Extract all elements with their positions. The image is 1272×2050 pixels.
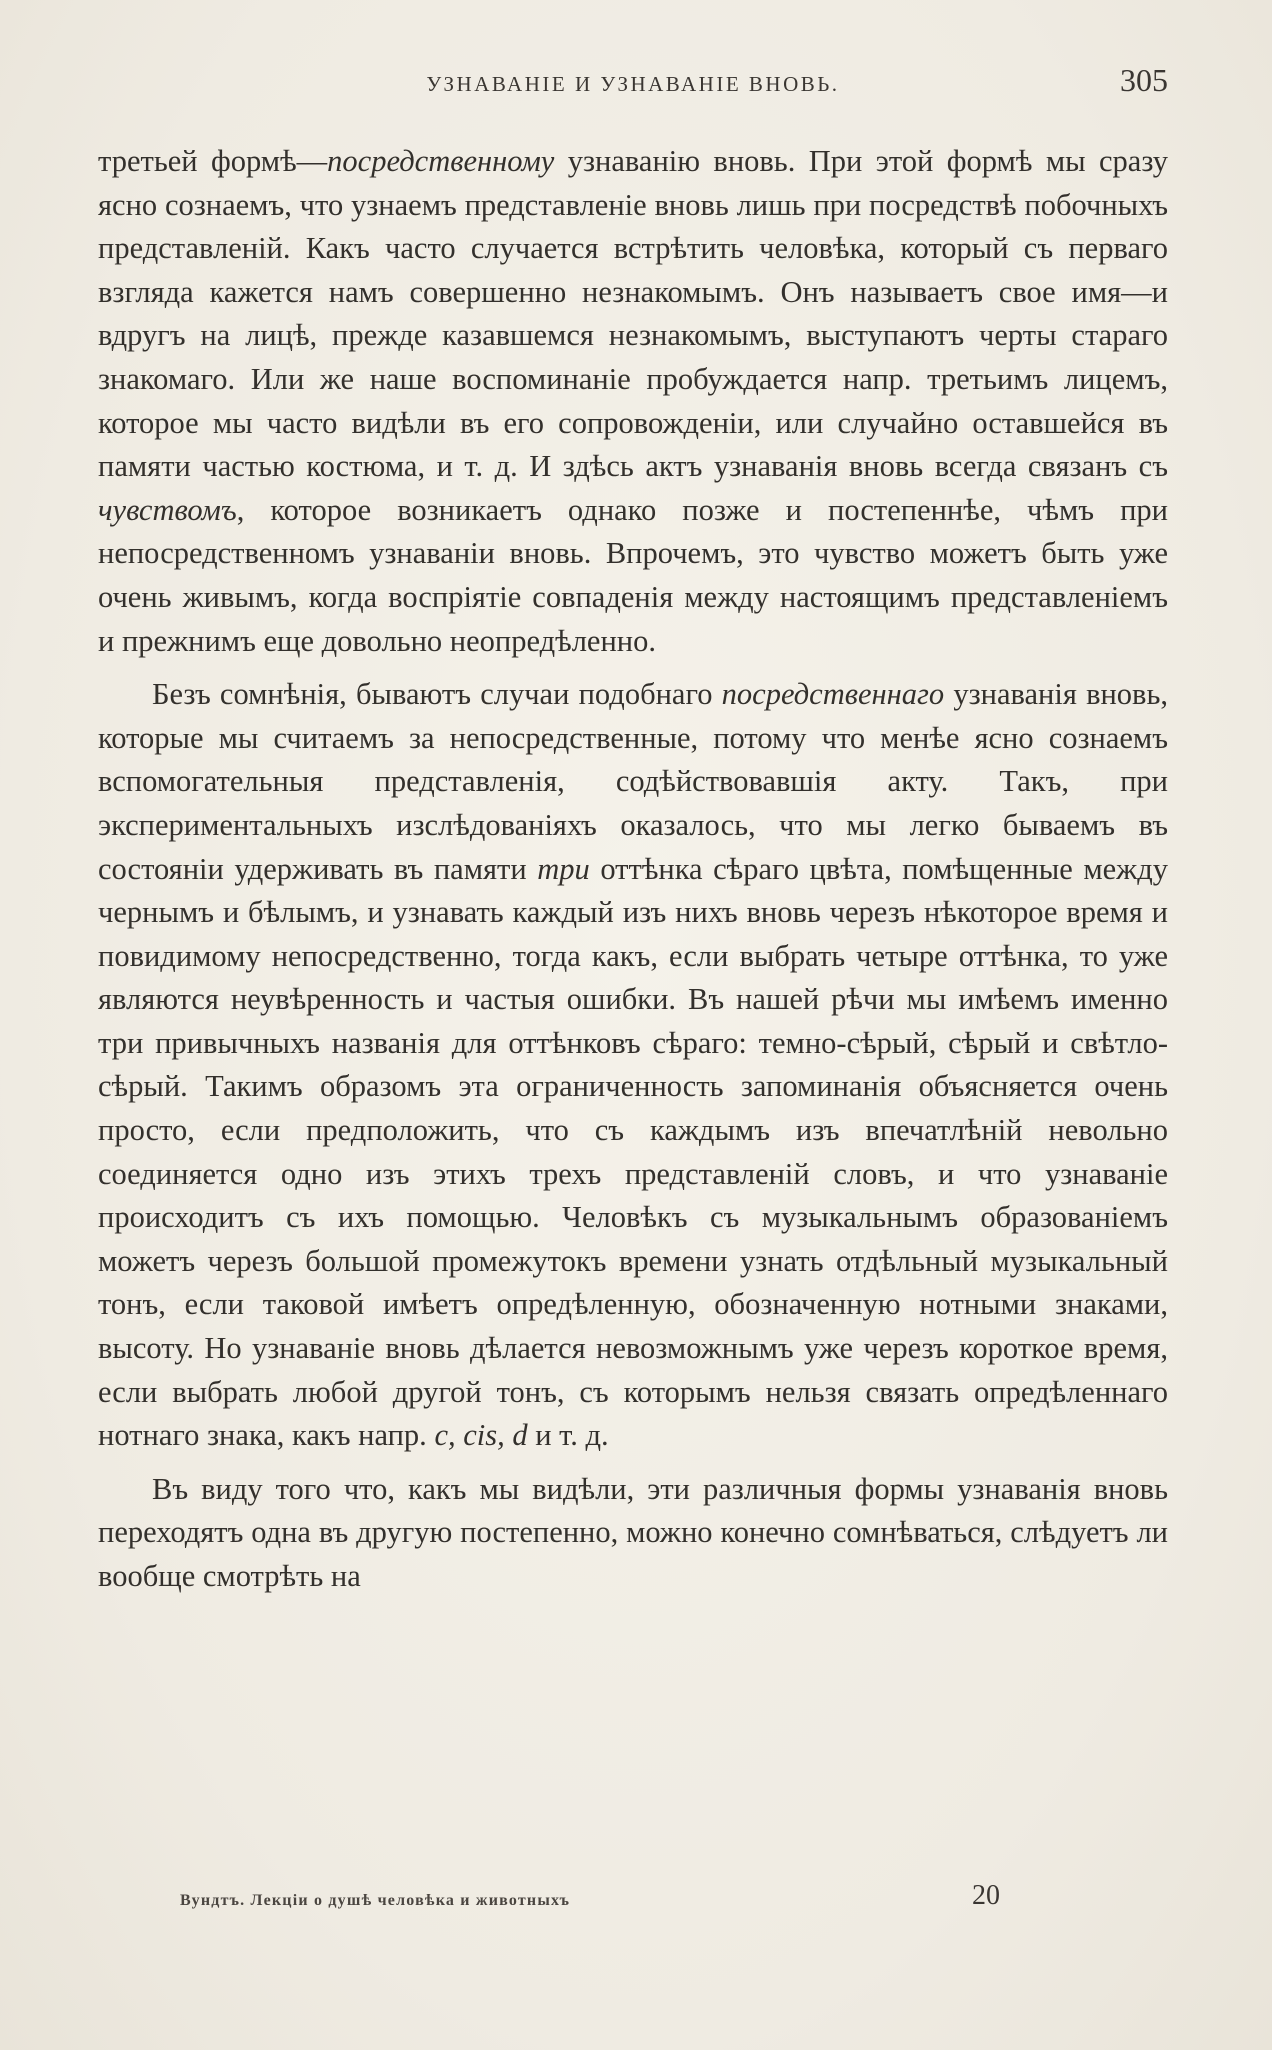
paragraph xyxy=(98,1468,1168,1599)
footer-book-title: Вундтъ. Лекціи о душѣ человѣка и животныхъ xyxy=(180,1892,571,1909)
text-run: Безъ сомнѣнія, бываютъ случаи подобнаго xyxy=(152,677,722,712)
body-text xyxy=(98,140,1168,1599)
page-header xyxy=(98,62,1168,106)
text-run: узнаванію вновь. При этой формѣ мы сразу ясно сознаемъ, что узнаемъ представленіе вновь лишь при посредствѣ побочныхъ представленій. Какъ часто случается встрѣтить человѣка, который съ перваго взгляда кажется намъ совершенно незнакомымъ. Онъ называетъ свое имя—и вдругъ на лицѣ, прежде казавшемся незнакомымъ, выступаютъ черты стараго знакомаго. Или же наше воспоминаніе пробуждается напр. третьимъ лицемъ, которое мы часто видѣли въ его сопровожденіи, или случайно оставшейся въ памяти частью костюма, и т. д. И здѣсь актъ узнаванія вновь всегда связанъ съ xyxy=(98,144,1168,484)
page-number: 305 xyxy=(1120,62,1168,98)
italic-text: посредственнаго xyxy=(721,677,945,712)
italic-text: c, cis, d xyxy=(434,1418,528,1453)
italic-text: чувствомъ xyxy=(98,492,237,527)
paragraph xyxy=(98,140,1168,663)
paragraph xyxy=(98,673,1168,1458)
text-run: узнаванія вновь, которые мы считаемъ за непосредственные, потому что менѣе ясно сознаемъ вспомогательныя представленія, содѣйствовавшія акту. Такъ, при экспериментальныхъ изслѣдованіяхъ оказалось, что мы легко бываемъ въ состояніи удерживать въ памяти xyxy=(98,677,1168,886)
text-run: и т. д. xyxy=(527,1418,609,1453)
page-footer xyxy=(180,1880,1080,1920)
signature-mark: 20 xyxy=(972,1880,1000,1911)
running-title: УЗНАВАНІЕ И УЗНАВАНІЕ ВНОВЬ. xyxy=(426,72,840,96)
italic-text: три xyxy=(537,851,590,886)
text-run: , которое возникаетъ однако позже и постепеннѣе, чѣмъ при непосредственномъ узнаваніи вновь. Впрочемъ, это чувство можетъ быть уже очень живымъ, когда воспріятіе совпаденія между настоящимъ представленіемъ и прежнимъ еще довольно неопредѣленно. xyxy=(98,492,1168,658)
text-run: оттѣнка сѣраго цвѣта, помѣщенные между чернымъ и бѣлымъ, и узнавать каждый изъ нихъ вновь черезъ нѣкоторое время и повидимому непосредственно, тогда какъ, если выбрать четыре оттѣнка, то уже являются неувѣренность и частыя ошибки. Въ нашей рѣчи мы имѣемъ именно три привычныхъ названія для оттѣнковъ сѣраго: темно-сѣрый, сѣрый и свѣтло-сѣрый. Такимъ образомъ эта ограниченность запоминанія объясняется очень просто, если предположить, что съ каждымъ изъ впечатлѣній невольно соединяется одно изъ этихъ трехъ представленій словъ, и что узнаваніе происходитъ съ ихъ помощью. Человѣкъ съ музыкальнымъ образованіемъ можетъ черезъ большой промежутокъ времени узнать отдѣльный музыкальный тонъ, если таковой имѣетъ опредѣленную, обозначенную нотными знаками, высоту. Но узнаваніе вновь дѣлается невозможнымъ уже черезъ короткое время, если выбрать любой другой тонъ, съ которымъ нельзя связать опредѣленнаго нотнаго знака, какъ напр. xyxy=(98,851,1168,1453)
text-run: Въ виду того что, какъ мы видѣли, эти различныя формы узнаванія вновь переходятъ одна въ другую постепенно, можно конечно сомнѣваться, слѣдуетъ ли вообще смотрѣть на xyxy=(98,1471,1168,1593)
text-run: третьей формѣ— xyxy=(98,144,328,178)
italic-text: посредственному xyxy=(327,144,555,178)
